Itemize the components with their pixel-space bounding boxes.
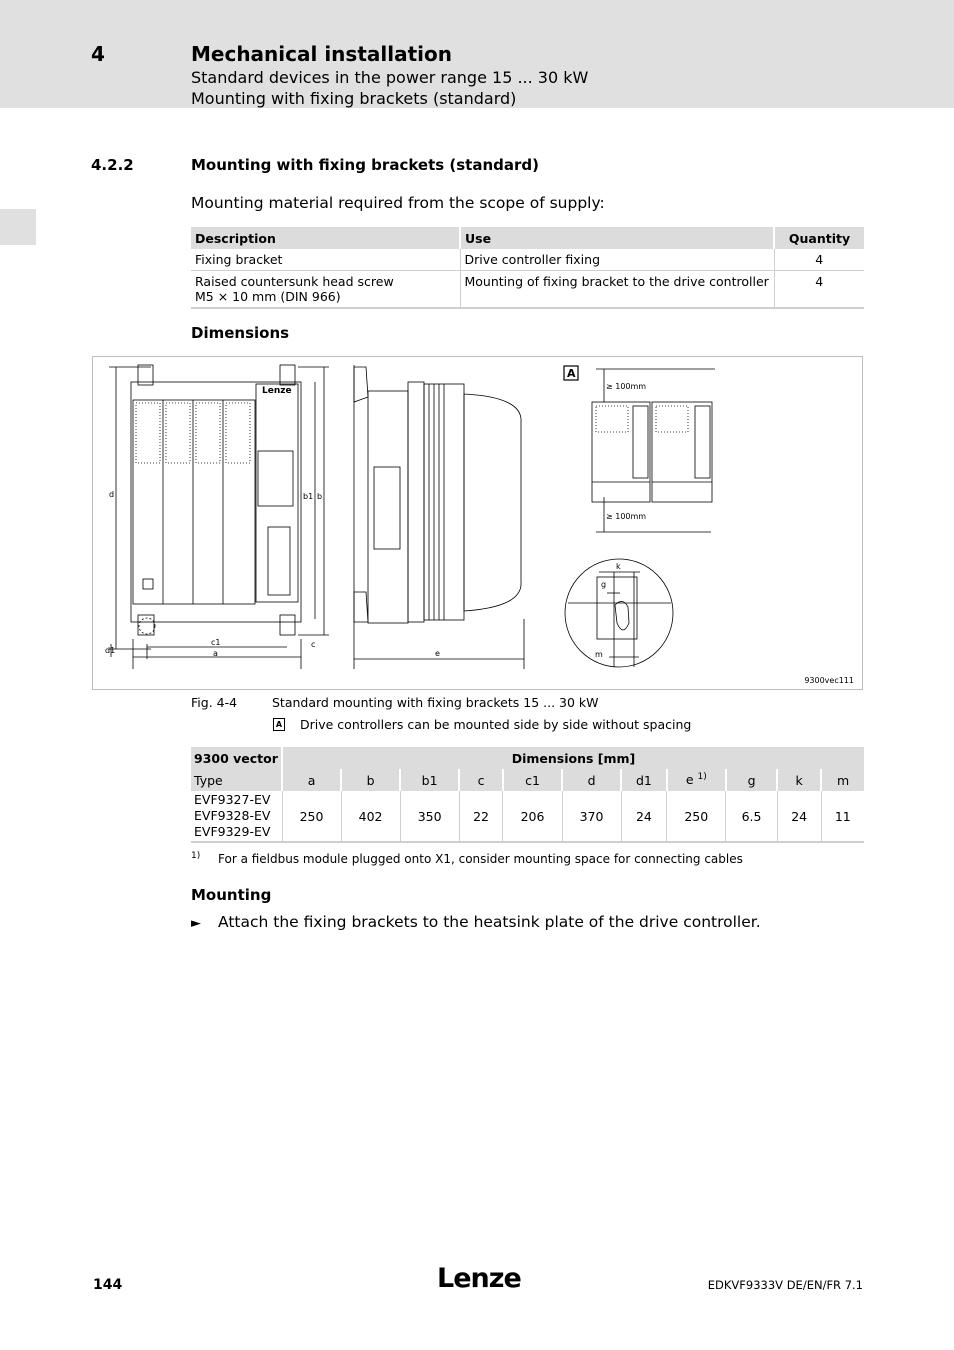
cell-quantity: 4 xyxy=(774,271,864,309)
side-view xyxy=(354,365,524,669)
col-c1: c1 xyxy=(503,769,562,791)
cell-description: Raised countersunk head screw M5 × 10 mm (DIN 966) xyxy=(191,271,460,309)
dim-table-group-row xyxy=(191,747,864,769)
label-k: k xyxy=(616,562,621,571)
clearance-bottom: ≥ 100mm xyxy=(606,512,647,521)
dim-table-column-row xyxy=(191,769,864,791)
type-list: EVF9327-EV EVF9328-EV EVF9329-EV xyxy=(191,791,282,842)
value-a: 250 xyxy=(282,791,341,842)
front-view xyxy=(109,365,329,669)
table-row xyxy=(191,249,864,271)
value-b1: 350 xyxy=(400,791,459,842)
value-d1: 24 xyxy=(621,791,667,842)
value-d: 370 xyxy=(562,791,621,842)
footnote-marker: 1) xyxy=(191,851,201,861)
figure-caption: Standard mounting with fixing brackets 15 ... 30 kW xyxy=(272,695,599,710)
label-c1: c1 xyxy=(211,638,221,647)
lenze-logo: Lenze xyxy=(437,1263,521,1294)
col-header-use: Use xyxy=(460,227,774,249)
material-table xyxy=(191,227,864,309)
section-intro: Mounting material required from the scope of supply: xyxy=(191,194,605,212)
group-header: Dimensions [mm] xyxy=(282,747,864,769)
section-number: 4.2.2 xyxy=(91,156,134,174)
label-e: e xyxy=(435,649,440,658)
label-g: g xyxy=(601,580,607,589)
col-c: c xyxy=(459,769,503,791)
cell-description: Fixing bracket xyxy=(191,249,460,271)
footnote-text: For a fieldbus module plugged onto X1, consider mounting space for connecting cables xyxy=(218,852,743,866)
side-tab-marker xyxy=(0,209,36,245)
chapter-subtitle-1: Standard devices in the power range 15 ... 30 kW xyxy=(191,68,589,87)
value-b: 402 xyxy=(341,791,400,842)
col-b: b xyxy=(341,769,400,791)
dimensions-table xyxy=(191,747,864,843)
label-c: c xyxy=(311,640,316,649)
chapter-number: 4 xyxy=(91,42,105,66)
value-e: 250 xyxy=(667,791,726,842)
mounting-heading: Mounting xyxy=(191,886,272,904)
col-g: g xyxy=(726,769,777,791)
chapter-subtitle-2: Mounting with fixing brackets (standard) xyxy=(191,89,517,108)
brand-logo-small: Lenze xyxy=(262,386,292,396)
figure-label: Fig. 4-4 xyxy=(191,695,238,710)
note-text: Drive controllers can be mounted side by side without spacing xyxy=(300,717,692,732)
cell-use: Drive controller fixing xyxy=(460,249,774,271)
value-c1: 206 xyxy=(503,791,562,842)
cell-quantity: 4 xyxy=(774,249,864,271)
marker-a: A xyxy=(567,367,576,380)
table-row xyxy=(191,271,864,309)
label-d1: d1 xyxy=(105,646,116,655)
value-k: 24 xyxy=(777,791,821,842)
keyhole-detail xyxy=(565,559,673,667)
clearance-top: ≥ 100mm xyxy=(606,382,647,391)
dimension-drawing xyxy=(92,356,863,690)
value-m: 11 xyxy=(821,791,864,842)
value-g: 6.5 xyxy=(726,791,777,842)
col-e: e $^{1)}$ xyxy=(667,769,726,791)
dimensions-heading: Dimensions xyxy=(191,324,290,342)
label-a: a xyxy=(213,649,218,658)
document-id: EDKVF9333V DE/EN/FR 7.1 xyxy=(707,1278,863,1292)
value-c: 22 xyxy=(459,791,503,842)
page-number: 144 xyxy=(93,1277,123,1293)
col-header-quantity: Quantity xyxy=(774,227,864,249)
chapter-title: Mechanical installation xyxy=(191,42,452,66)
col-m: m xyxy=(821,769,864,791)
section-title: Mounting with fixing brackets (standard) xyxy=(191,156,540,174)
label-b: b xyxy=(317,492,323,501)
material-table-header xyxy=(191,227,864,249)
col-d: d xyxy=(562,769,621,791)
col-d1: d1 xyxy=(621,769,667,791)
cell-use: Mounting of fixing bracket to the drive controller xyxy=(460,271,774,309)
bullet-arrow-icon: ► xyxy=(191,916,201,931)
col-k: k xyxy=(777,769,821,791)
label-b1: b1 xyxy=(303,492,314,501)
drawing-id: 9300vec111 xyxy=(804,676,854,685)
mounting-instruction: Attach the fixing brackets to the heatsink plate of the drive controller. xyxy=(218,913,761,931)
note-marker: A xyxy=(273,718,285,731)
table-row xyxy=(191,791,864,842)
col-header-description: Description xyxy=(191,227,460,249)
col-b1: b1 xyxy=(400,769,459,791)
label-d: d xyxy=(109,490,115,499)
group-label: 9300 vector xyxy=(191,747,282,769)
type-label: Type xyxy=(191,769,282,791)
label-m: m xyxy=(595,650,603,659)
col-a: a xyxy=(282,769,341,791)
